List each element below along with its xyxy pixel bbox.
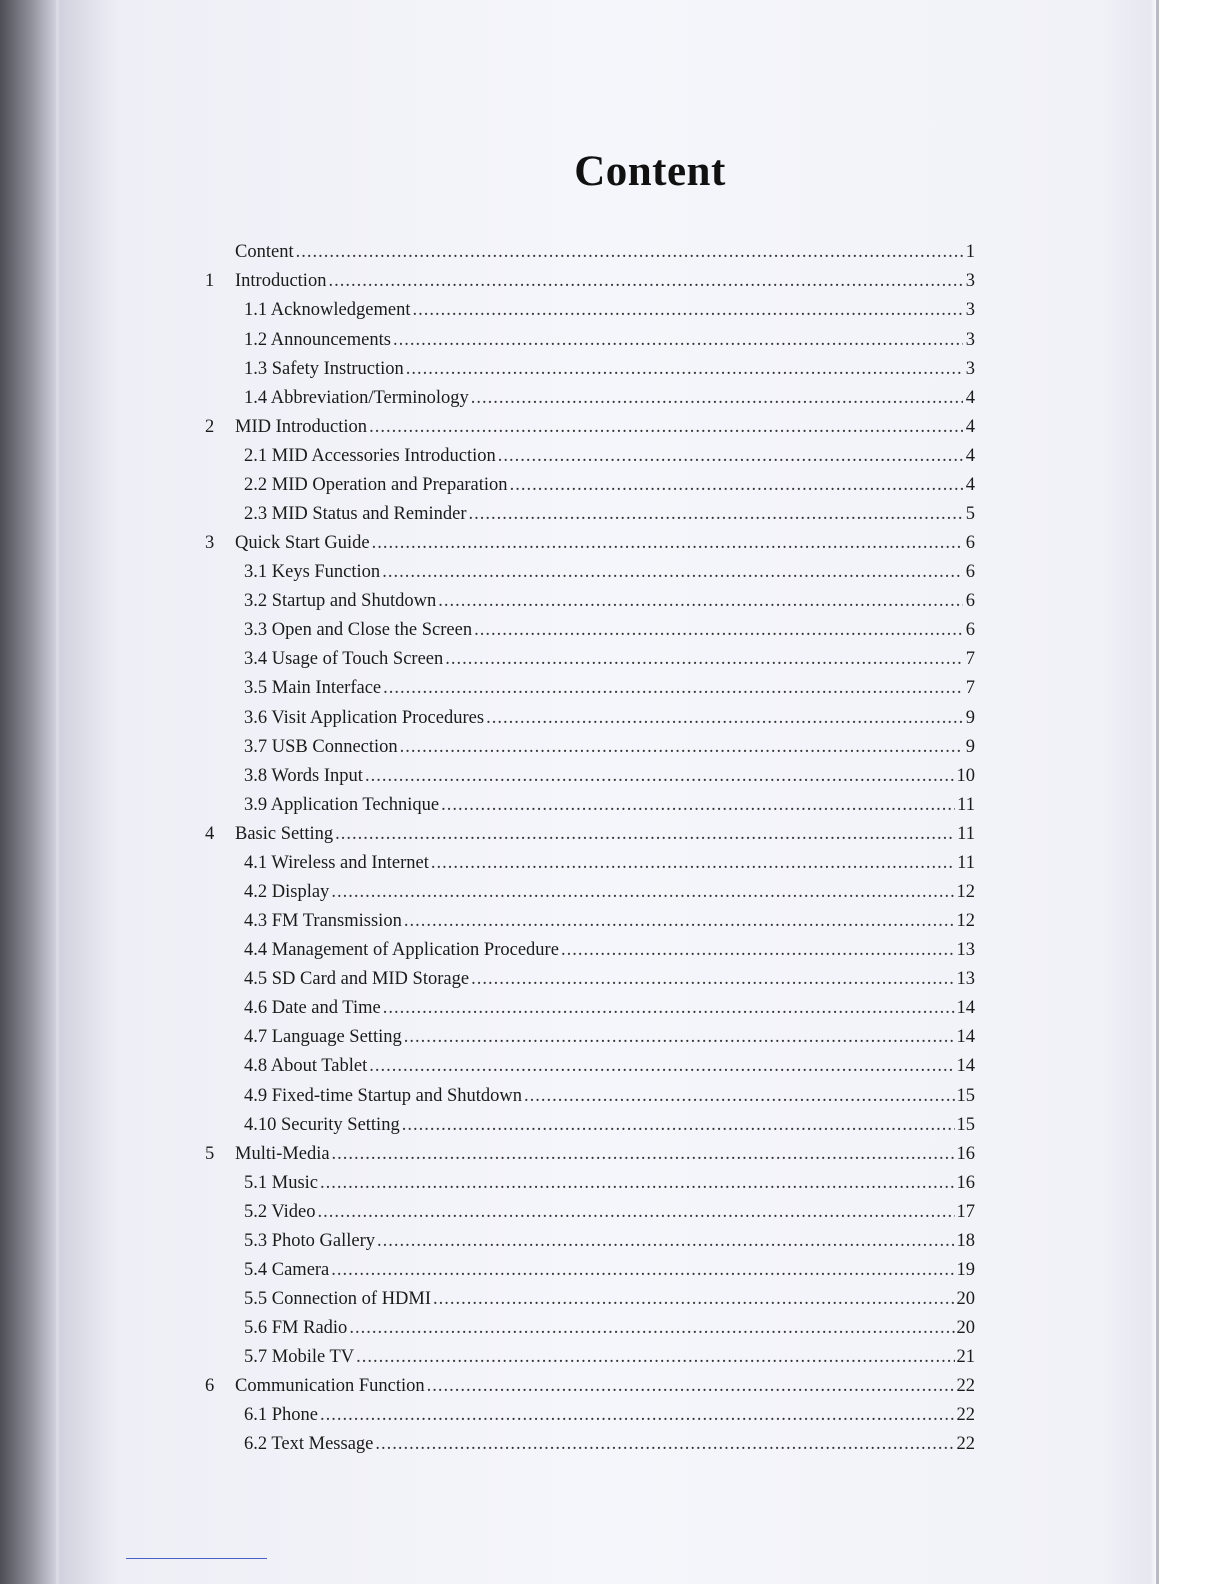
toc-leader-dots bbox=[486, 709, 963, 728]
toc-label: Introduction bbox=[235, 271, 327, 292]
toc-label: MID Introduction bbox=[235, 416, 368, 437]
page-spine bbox=[56, 0, 59, 1584]
toc-label: 4.5 SD Card and MID Storage bbox=[244, 969, 470, 990]
toc-subentry[interactable] bbox=[205, 1169, 975, 1198]
toc-subentry[interactable] bbox=[205, 878, 975, 907]
toc-label: 4.2 Display bbox=[244, 882, 330, 902]
toc-page-number: 17 bbox=[956, 1201, 975, 1222]
toc-leader-dots bbox=[377, 1232, 954, 1251]
toc-leader-dots bbox=[369, 1057, 954, 1076]
toc-subentry[interactable] bbox=[205, 1314, 975, 1343]
toc-subentry[interactable] bbox=[205, 1401, 975, 1430]
toc-page-number: 16 bbox=[956, 1172, 975, 1193]
toc-page-number: 6 bbox=[965, 620, 975, 641]
toc-page-number: 12 bbox=[956, 882, 975, 902]
toc-page-number: 12 bbox=[956, 911, 975, 932]
toc-label: 3.5 Main Interface bbox=[244, 678, 382, 699]
toc-subentry[interactable] bbox=[205, 1052, 975, 1081]
toc-entry[interactable] bbox=[205, 529, 975, 558]
toc-label: 1.2 Announcements bbox=[244, 329, 391, 350]
toc-leader-dots bbox=[356, 1348, 954, 1367]
toc-entry[interactable] bbox=[205, 1372, 975, 1401]
toc-label: 2.2 MID Operation and Preparation bbox=[244, 474, 508, 495]
toc-label: 4.1 Wireless and Internet bbox=[244, 852, 429, 873]
toc-page-number: 18 bbox=[956, 1230, 975, 1251]
toc-label: 3.4 Usage of Touch Screen bbox=[244, 649, 444, 670]
toc-label: 6.2 Text Message bbox=[244, 1434, 374, 1455]
toc-subentry[interactable] bbox=[205, 442, 975, 471]
toc-chapter-number: 2 bbox=[205, 416, 215, 437]
toc-label: 1.4 Abbreviation/Terminology bbox=[244, 387, 469, 408]
toc-label: 3.8 Words Input bbox=[244, 765, 363, 786]
toc-label: Content bbox=[235, 242, 294, 263]
footnote-rule bbox=[126, 1558, 267, 1559]
toc-page-number: 20 bbox=[956, 1289, 975, 1310]
toc-leader-dots bbox=[332, 1145, 955, 1164]
toc-label: Communication Function bbox=[235, 1376, 425, 1397]
toc-leader-dots bbox=[369, 418, 963, 437]
toc-page-number: 14 bbox=[956, 1056, 975, 1077]
toc-leader-dots bbox=[404, 912, 955, 931]
toc-label: 5.6 FM Radio bbox=[244, 1318, 348, 1339]
toc-page-number: 11 bbox=[957, 852, 975, 873]
toc-subentry[interactable] bbox=[205, 354, 975, 383]
toc-entry[interactable] bbox=[205, 820, 975, 849]
toc-label: 6.1 Phone bbox=[244, 1405, 318, 1426]
toc-leader-dots bbox=[427, 1377, 955, 1396]
toc-label: 5.4 Camera bbox=[244, 1260, 330, 1281]
toc-subentry[interactable] bbox=[205, 1285, 975, 1314]
toc-page-number: 9 bbox=[965, 736, 975, 757]
toc-page-number: 22 bbox=[956, 1376, 975, 1397]
toc-label: 5.2 Video bbox=[244, 1201, 316, 1222]
toc-subentry[interactable] bbox=[205, 1198, 975, 1227]
toc-label: 1.3 Safety Instruction bbox=[244, 358, 404, 379]
toc-leader-dots bbox=[383, 679, 963, 698]
toc-page-number: 4 bbox=[965, 387, 975, 408]
toc-page-number: 7 bbox=[965, 649, 975, 670]
toc-leader-dots bbox=[393, 331, 963, 350]
toc-chapter-number: 4 bbox=[205, 823, 215, 844]
toc-page-number: 15 bbox=[956, 1085, 975, 1106]
toc-subentry[interactable] bbox=[205, 703, 975, 732]
toc-page-number: 9 bbox=[965, 707, 975, 728]
toc-entry[interactable] bbox=[205, 1139, 975, 1168]
toc-subentry[interactable] bbox=[205, 325, 975, 354]
toc-leader-dots bbox=[349, 1319, 954, 1338]
toc-page-number: 13 bbox=[956, 969, 975, 990]
toc-leader-dots bbox=[296, 243, 963, 262]
toc-page-number: 4 bbox=[965, 474, 975, 495]
toc-label: Basic Setting bbox=[235, 823, 334, 844]
toc-chapter-number: 5 bbox=[205, 1143, 215, 1164]
toc-page-number: 21 bbox=[956, 1347, 975, 1368]
toc-page-number: 5 bbox=[965, 503, 975, 524]
toc-leader-dots bbox=[524, 1087, 955, 1106]
toc-leader-dots bbox=[400, 738, 963, 757]
toc-page-number: 13 bbox=[956, 940, 975, 961]
toc-label: 4.4 Management of Application Procedure bbox=[244, 940, 559, 961]
toc-entry[interactable] bbox=[205, 267, 975, 296]
toc-leader-dots bbox=[431, 854, 955, 873]
toc-label: 3.1 Keys Function bbox=[244, 562, 381, 583]
toc-leader-dots bbox=[471, 389, 963, 408]
toc-page-number: 22 bbox=[956, 1434, 975, 1455]
toc-leader-dots bbox=[320, 1406, 955, 1425]
toc-leader-dots bbox=[445, 650, 963, 669]
toc-page-number: 4 bbox=[965, 416, 975, 437]
toc-page-number: 6 bbox=[965, 591, 975, 612]
toc-subentry[interactable] bbox=[205, 1081, 975, 1110]
table-of-contents bbox=[205, 238, 975, 1459]
toc-subentry[interactable] bbox=[205, 471, 975, 500]
toc-label: 3.9 Application Technique bbox=[244, 794, 440, 815]
toc-subentry[interactable] bbox=[205, 1110, 975, 1139]
toc-leader-dots bbox=[331, 883, 954, 902]
toc-entry[interactable] bbox=[205, 238, 975, 267]
toc-label: 3.7 USB Connection bbox=[244, 736, 398, 757]
page-edge bbox=[1156, 0, 1159, 1584]
toc-leader-dots bbox=[320, 1174, 955, 1193]
toc-leader-dots bbox=[441, 796, 955, 815]
toc-chapter-number: 3 bbox=[205, 533, 215, 554]
toc-label: 3.2 Startup and Shutdown bbox=[244, 591, 437, 612]
toc-page-number: 3 bbox=[965, 329, 975, 350]
toc-subentry[interactable] bbox=[205, 761, 975, 790]
toc-label: 4.8 About Tablet bbox=[244, 1056, 368, 1077]
toc-page-number: 3 bbox=[965, 271, 975, 292]
toc-leader-dots bbox=[469, 505, 964, 524]
toc-leader-dots bbox=[404, 1028, 955, 1047]
toc-chapter-number: 6 bbox=[205, 1376, 215, 1397]
toc-label: 2.3 MID Status and Reminder bbox=[244, 503, 467, 524]
toc-page-number: 15 bbox=[956, 1114, 975, 1135]
toc-leader-dots bbox=[375, 1435, 954, 1454]
toc-subentry[interactable] bbox=[205, 732, 975, 761]
toc-subentry[interactable] bbox=[205, 383, 975, 412]
toc-label: Multi-Media bbox=[235, 1143, 330, 1164]
toc-leader-dots bbox=[433, 1290, 954, 1309]
toc-label: 2.1 MID Accessories Introduction bbox=[244, 445, 496, 466]
toc-subentry[interactable] bbox=[205, 674, 975, 703]
toc-label: 3.6 Visit Application Procedures bbox=[244, 707, 485, 728]
toc-label: 4.9 Fixed-time Startup and Shutdown bbox=[244, 1085, 522, 1106]
toc-page-number: 1 bbox=[965, 242, 975, 263]
toc-label: 5.7 Mobile TV bbox=[244, 1347, 355, 1368]
toc-leader-dots bbox=[402, 1116, 955, 1135]
toc-subentry[interactable] bbox=[205, 296, 975, 325]
toc-entry[interactable] bbox=[205, 412, 975, 441]
toc-page-number: 3 bbox=[965, 358, 975, 379]
toc-leader-dots bbox=[471, 970, 954, 989]
toc-page-number: 6 bbox=[965, 562, 975, 583]
toc-label: 4.3 FM Transmission bbox=[244, 911, 402, 932]
toc-leader-dots bbox=[318, 1203, 955, 1222]
toc-label: 4.10 Security Setting bbox=[244, 1114, 400, 1135]
toc-page-number: 14 bbox=[956, 1027, 975, 1048]
toc-leader-dots bbox=[561, 941, 955, 960]
toc-subentry[interactable] bbox=[205, 558, 975, 587]
toc-leader-dots bbox=[331, 1261, 954, 1280]
toc-leader-dots bbox=[412, 301, 963, 320]
toc-subentry[interactable] bbox=[205, 965, 975, 994]
toc-leader-dots bbox=[328, 272, 963, 291]
toc-page-number: 4 bbox=[965, 445, 975, 466]
toc-subentry[interactable] bbox=[205, 500, 975, 529]
toc-label: 3.3 Open and Close the Screen bbox=[244, 620, 473, 641]
toc-label: 1.1 Acknowledgement bbox=[244, 300, 411, 321]
toc-page-number: 6 bbox=[965, 533, 975, 554]
toc-leader-dots bbox=[438, 592, 963, 611]
toc-leader-dots bbox=[510, 476, 963, 495]
toc-leader-dots bbox=[365, 767, 955, 786]
toc-subentry[interactable] bbox=[205, 1430, 975, 1459]
toc-subentry[interactable] bbox=[205, 994, 975, 1023]
toc-leader-dots bbox=[382, 563, 963, 582]
toc-subentry[interactable] bbox=[205, 1023, 975, 1052]
toc-label: Quick Start Guide bbox=[235, 533, 370, 554]
toc-page-number: 22 bbox=[956, 1405, 975, 1426]
toc-leader-dots bbox=[498, 447, 963, 466]
toc-leader-dots bbox=[383, 999, 955, 1018]
toc-chapter-number: 1 bbox=[205, 271, 215, 292]
toc-subentry[interactable] bbox=[205, 936, 975, 965]
toc-label: 5.1 Music bbox=[244, 1172, 318, 1193]
toc-page-number: 19 bbox=[956, 1260, 975, 1281]
toc-leader-dots bbox=[406, 360, 963, 379]
toc-leader-dots bbox=[474, 621, 963, 640]
toc-subentry[interactable] bbox=[205, 1256, 975, 1285]
toc-label: 5.3 Photo Gallery bbox=[244, 1230, 376, 1251]
toc-page-number: 11 bbox=[957, 823, 975, 844]
toc-subentry[interactable] bbox=[205, 790, 975, 819]
toc-page-number: 7 bbox=[965, 678, 975, 699]
toc-page-number: 16 bbox=[956, 1143, 975, 1164]
toc-subentry[interactable] bbox=[205, 907, 975, 936]
toc-page-number: 3 bbox=[965, 300, 975, 321]
toc-page-number: 11 bbox=[957, 794, 975, 815]
toc-leader-dots bbox=[372, 534, 963, 553]
page-title: Content bbox=[574, 148, 726, 195]
toc-subentry[interactable] bbox=[205, 587, 975, 616]
toc-label: 4.7 Language Setting bbox=[244, 1027, 402, 1048]
toc-subentry[interactable] bbox=[205, 1343, 975, 1372]
toc-page-number: 20 bbox=[956, 1318, 975, 1339]
toc-subentry[interactable] bbox=[205, 616, 975, 645]
toc-subentry[interactable] bbox=[205, 1227, 975, 1256]
toc-page-number: 10 bbox=[956, 765, 975, 786]
toc-leader-dots bbox=[335, 825, 955, 844]
toc-page-number: 14 bbox=[956, 998, 975, 1019]
toc-label: 4.6 Date and Time bbox=[244, 998, 381, 1019]
toc-label: 5.5 Connection of HDMI bbox=[244, 1289, 432, 1310]
toc-subentry[interactable] bbox=[205, 645, 975, 674]
toc-subentry[interactable] bbox=[205, 849, 975, 878]
